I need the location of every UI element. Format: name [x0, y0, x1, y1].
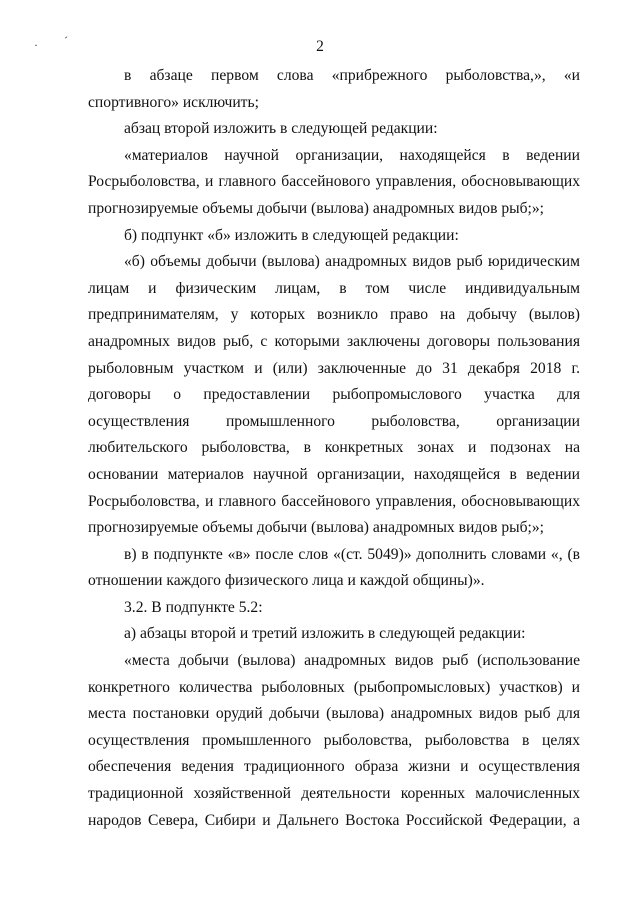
- paragraph-6: в) в подпункте «в» после слов «(ст. 5049)» дополнить словами «, (в отношении каждого физического лица и каждой общины)».: [88, 545, 580, 590]
- paragraph-5: «б) объемы добычи (вылова) анадромных видов рыб юридическим лицам и физическим лицам, в том числе индивидуальным предпринимателям, у которых возникло право на добычу (вылов) анадромных видов рыб, с которыми заключены договоры пользования рыболовным участком и (или) заключенные до 31 декабря 2018 г. договоры о предоставлении рыбопромыслового участка для осуществления промышленного рыболовства, организации любительского рыболовства, в конкретных зонах и подзонах на основании материалов научной организации, находящейся в ведении Росрыболовства, и главного бассейнового управления, обосновывающих прогнозируемые объемы добычи (вылова) анадромных видов рыб;»;: [88, 253, 580, 537]
- paragraph-3: «материалов научной организации, находящейся в ведении Росрыболовства, и главного бассейнового управления, обосновывающих прогнозируемые объемы добычи (вылова) анадромных видов рыб;»;: [88, 146, 580, 217]
- paragraph-1: в абзаце первом слова «прибрежного рыболовства,», «и спортивного» исключить;: [88, 67, 580, 111]
- paragraph-4: б) подпункт «б» изложить в следующей редакции:: [124, 226, 459, 244]
- page-number: 2: [316, 38, 324, 55]
- paragraph-7: 3.2. В подпункте 5.2:: [124, 598, 263, 616]
- paragraph-2: абзац второй изложить в следующей редакции:: [124, 120, 438, 138]
- scan-mark-dot: ·: [34, 38, 38, 52]
- scan-mark-tick: ˊ: [64, 34, 68, 48]
- paragraph-8: а) абзацы второй и третий изложить в следующей редакции:: [124, 625, 526, 643]
- document-body: [88, 63, 580, 834]
- paragraph-9: «места добычи (вылова) анадромных видов рыб (использование конкретного количества рыболовных (рыбопромысловых) участков) и места постановки орудий добычи (вылова) анадромных видов рыб для осуществления промышленного рыболовства, рыболовства в целях обеспечения ведения традиционного образа жизни и осуществления традиционной хозяйственной деятельности коренных малочисленных народов Севера, Сибири и Дальнего Востока Российской Федерации, а: [88, 652, 580, 829]
